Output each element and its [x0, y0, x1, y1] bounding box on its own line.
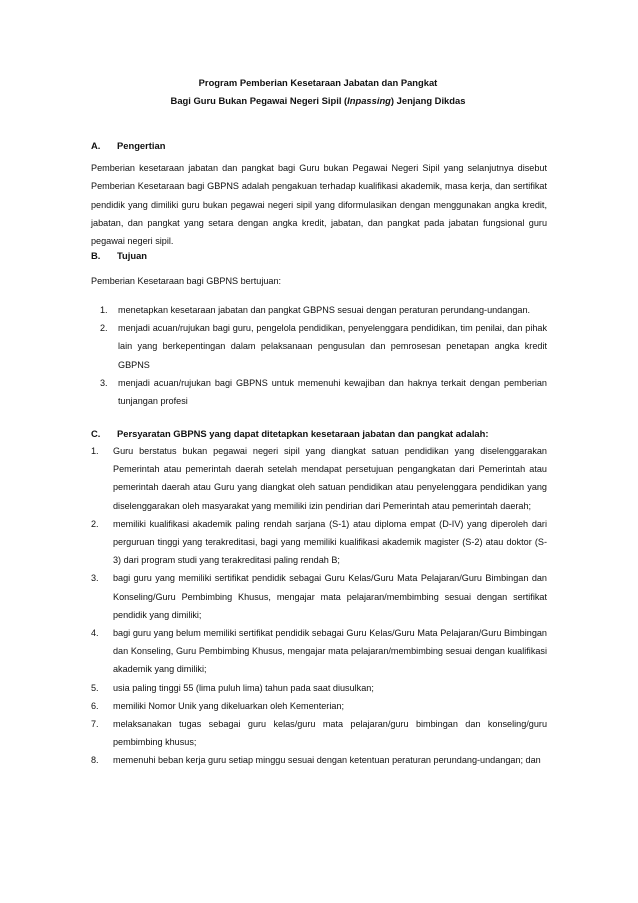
list-item-text: bagi guru yang memiliki sertifikat pendidik sebagai Guru Kelas/Guru Mata Pelajaran/Guru Bimbingan dan Konseling/Guru Pembimbing Khusus, mengajar mata pelajaran/membimbing sesuai dengan sertifikat pendidik yang dimiliki;	[113, 573, 547, 620]
section-c-letter: C.	[91, 428, 101, 439]
section-b-heading	[91, 247, 147, 264]
list-item	[91, 679, 547, 697]
section-a-paragraph: Pemberian kesetaraan jabatan dan pangkat bagi Guru bukan Pegawai Negeri Sipil yang selanjutnya disebut Pemberian Kesetaraan bagi GBPNS adalah pengakuan terhadap kualifikasi akademik, masa kerja, dan sertifikat pendidik yang dimiliki guru bukan pegawai negeri sipil yang diformulasikan dengan menggunakan angka kredit, jabatan, dan pangkat yang setara dengan angka kredit, jabatan, dan pangkat pada jabatan fungsional guru pegawai negeri sipil.	[91, 163, 547, 247]
title-line-1: Program Pemberian Kesetaraan Jabatan dan Pangkat	[198, 77, 438, 88]
title-line-2-italic: Inpassing	[347, 95, 391, 106]
section-a-letter: A.	[91, 140, 101, 151]
list-item	[91, 319, 547, 374]
section-c-heading	[91, 425, 488, 442]
section-b-intro: Pemberian Kesetaraan bagi GBPNS bertujuan:	[91, 276, 282, 286]
list-item	[91, 374, 547, 410]
list-item	[91, 301, 547, 319]
list-item-number: 4.	[91, 628, 99, 639]
section-b-list	[91, 301, 547, 410]
list-item-text: Guru berstatus bukan pegawai negeri sipil yang diangkat satuan pendidikan yang diselenggarakan Pemerintah atau pemerintah daerah setelah mendapat persetujuan pengangkatan dari Pemerintah atau pemerintah daerah atau Guru yang diangkat oleh satuan pendidikan atau penyelenggara pendidikan yang diselenggarakan oleh masyarakat yang memiliki izin pendirian dari Pemerintah atau pemerintah daerah;	[113, 446, 547, 511]
list-item	[91, 697, 547, 715]
section-b-letter: B.	[91, 250, 101, 261]
list-item	[91, 715, 547, 751]
list-item	[91, 569, 547, 624]
list-item-number: 3.	[100, 377, 108, 388]
list-item-text: menjadi acuan/rujukan bagi guru, pengelola pendidikan, penyelenggara pendidikan, tim penilai, dan pihak lain yang berkepentingan dalam pelaksanaan pengusulan dan pemrosesan penetapan angka kredit GBPNS	[118, 323, 547, 370]
list-item-text: memenuhi beban kerja guru setiap minggu sesuai dengan ketentuan peraturan perundang-undangan; dan	[113, 755, 541, 766]
list-item-text: bagi guru yang belum memiliki sertifikat pendidik sebagai Guru Kelas/Guru Mata Pelajaran/Guru Bimbingan dan Konseling, Guru Pembimbing Khusus, mengajar mata pelajaran/membimbing sesuai dengan kualifikasi akademik yang dimiliki;	[113, 628, 547, 675]
list-item-number: 7.	[91, 719, 99, 730]
list-item-text: menjadi acuan/rujukan bagi GBPNS untuk memenuhi kewajiban dan haknya terkait dengan pemberian tunjangan profesi	[118, 377, 547, 407]
list-item-number: 1.	[100, 305, 108, 315]
list-item-number: 2.	[91, 518, 99, 529]
section-a-title: Pengertian	[117, 140, 166, 151]
list-item	[91, 442, 547, 515]
list-item-text: memiliki kualifikasi akademik paling rendah sarjana (S-1) atau diploma empat (D-IV) yang diperoleh dari perguruan tinggi yang terakreditasi, bagi yang memiliki kualifikasi akademik magister (S-2) atau doktor (S-3) dari program studi yang terakreditasi paling rendah B;	[113, 518, 547, 566]
section-c-title: Persyaratan GBPNS yang dapat ditetapkan kesetaraan jabatan dan pangkat adalah:	[117, 428, 489, 439]
list-item-text: menetapkan kesetaraan jabatan dan pangkat GBPNS sesuai dengan peraturan perundang-undangan.	[118, 305, 531, 315]
document-title	[90, 74, 546, 91]
list-item-number: 2.	[100, 323, 108, 334]
section-a-heading	[91, 137, 165, 154]
section-b-title: Tujuan	[117, 250, 148, 261]
list-item-number: 3.	[91, 573, 99, 584]
list-item-text: melaksanakan tugas sebagai guru kelas/guru mata pelajaran/guru bimbingan dan konseling/guru pembimbing khusus;	[113, 719, 547, 748]
list-item-text: memiliki Nomor Unik yang dikeluarkan oleh Kementerian;	[113, 700, 344, 711]
document-subtitle	[90, 92, 546, 109]
list-item	[91, 751, 547, 769]
list-item-number: 8.	[91, 755, 99, 766]
title-line-2-post: ) Jenjang Dikdas	[390, 95, 466, 106]
title-line-2-pre: Bagi Guru Bukan Pegawai Negeri Sipil (	[170, 95, 348, 106]
list-item-number: 1.	[91, 446, 99, 456]
section-c-list	[91, 442, 547, 770]
list-item	[91, 624, 547, 679]
list-item-number: 5.	[91, 682, 99, 693]
list-item	[91, 515, 547, 570]
list-item-number: 6.	[91, 700, 99, 711]
list-item-text: usia paling tinggi 55 (lima puluh lima) tahun pada saat diusulkan;	[113, 682, 374, 693]
